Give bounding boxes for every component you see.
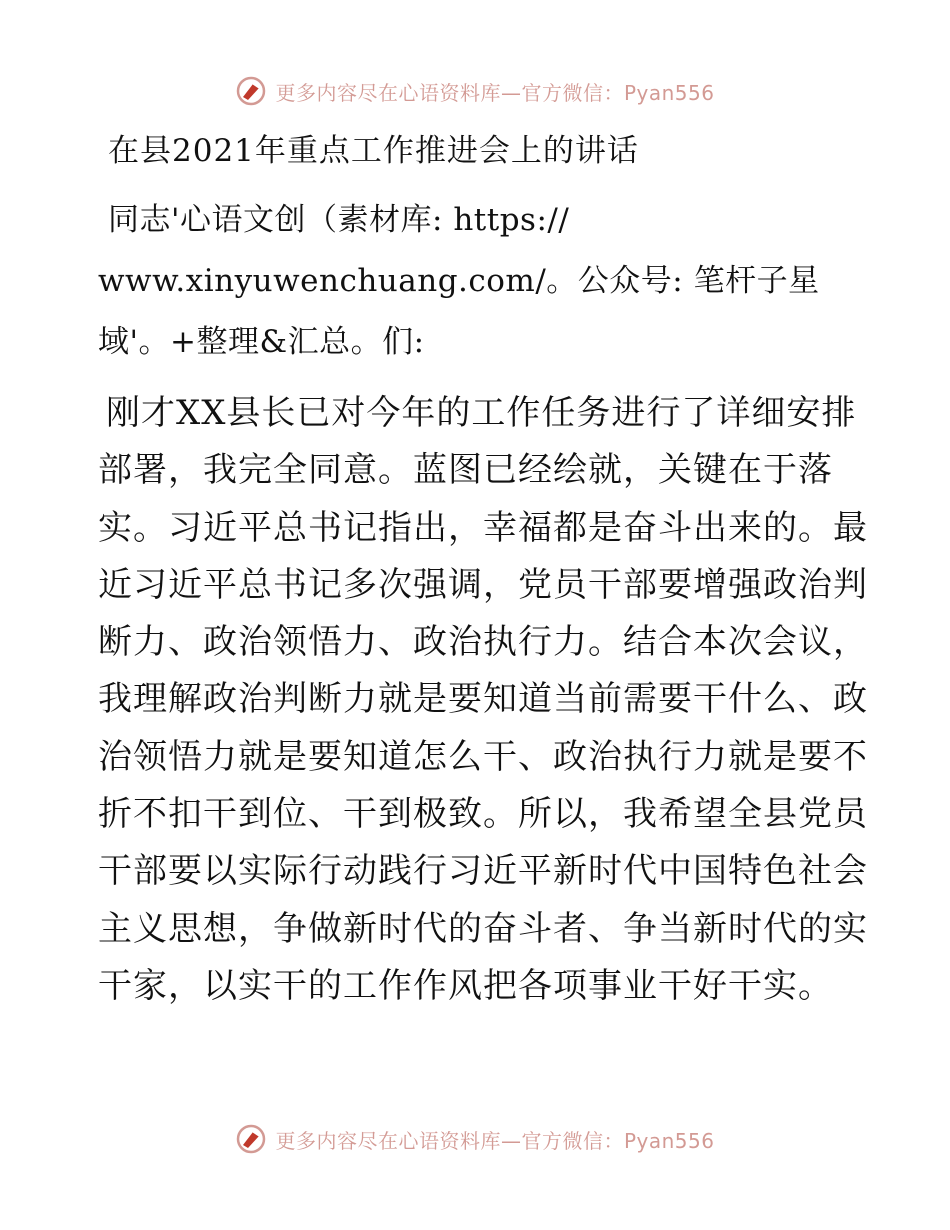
document-title: 在县2021年重点工作推进会上的讲话 bbox=[108, 133, 639, 169]
body-line: 干部要以实际行动践行习近平新时代中国特色社会 bbox=[98, 851, 868, 892]
body-line: 主义思想，争做新时代的奋斗者、争当新时代的实 bbox=[98, 908, 868, 949]
addressee-line: 同志'心语文创（素材库: https:// bbox=[108, 202, 570, 238]
body-line: 刚才XX县长已对今年的工作任务进行了详细安排 bbox=[106, 393, 857, 433]
pen-nib-logo-icon bbox=[235, 75, 267, 107]
body-line: 我理解政治判断力就是要知道当前需要干什么、政 bbox=[98, 679, 868, 720]
body-line: 近习近平总书记多次强调，党员干部要增强政治判 bbox=[98, 564, 868, 605]
pen-nib-logo-icon bbox=[235, 1123, 267, 1155]
body-line: 治领悟力就是要知道怎么干、政治执行力就是要不 bbox=[98, 736, 868, 777]
addressee-line: 域'。+整理&汇总。们: bbox=[98, 324, 425, 360]
watermark-text: 更多内容尽在心语资料库—官方微信：Pyan556 bbox=[275, 80, 715, 105]
footer-watermark bbox=[0, 1114, 950, 1164]
body-line: 部署，我完全同意。蓝图已经绘就，关键在于落 bbox=[98, 450, 833, 491]
body-paragraph bbox=[98, 385, 868, 1015]
addressee-paragraph bbox=[98, 190, 858, 373]
addressee-line: www.xinyuwenchuang.com/。公众号: 笔杆子星 bbox=[98, 263, 820, 299]
header-watermark bbox=[0, 66, 950, 116]
document-content bbox=[98, 118, 868, 1015]
watermark-text: 更多内容尽在心语资料库—官方微信：Pyan556 bbox=[275, 1128, 715, 1153]
body-line: 断力、政治领悟力、政治执行力。结合本次会议， bbox=[98, 622, 868, 663]
body-line: 折不扣干到位、干到极致。所以，我希望全县党员 bbox=[98, 794, 868, 835]
body-line: 干家，以实干的工作作风把各项事业干好干实。 bbox=[98, 965, 833, 1006]
body-line: 实。习近平总书记指出，幸福都是奋斗出来的。最 bbox=[98, 507, 868, 548]
